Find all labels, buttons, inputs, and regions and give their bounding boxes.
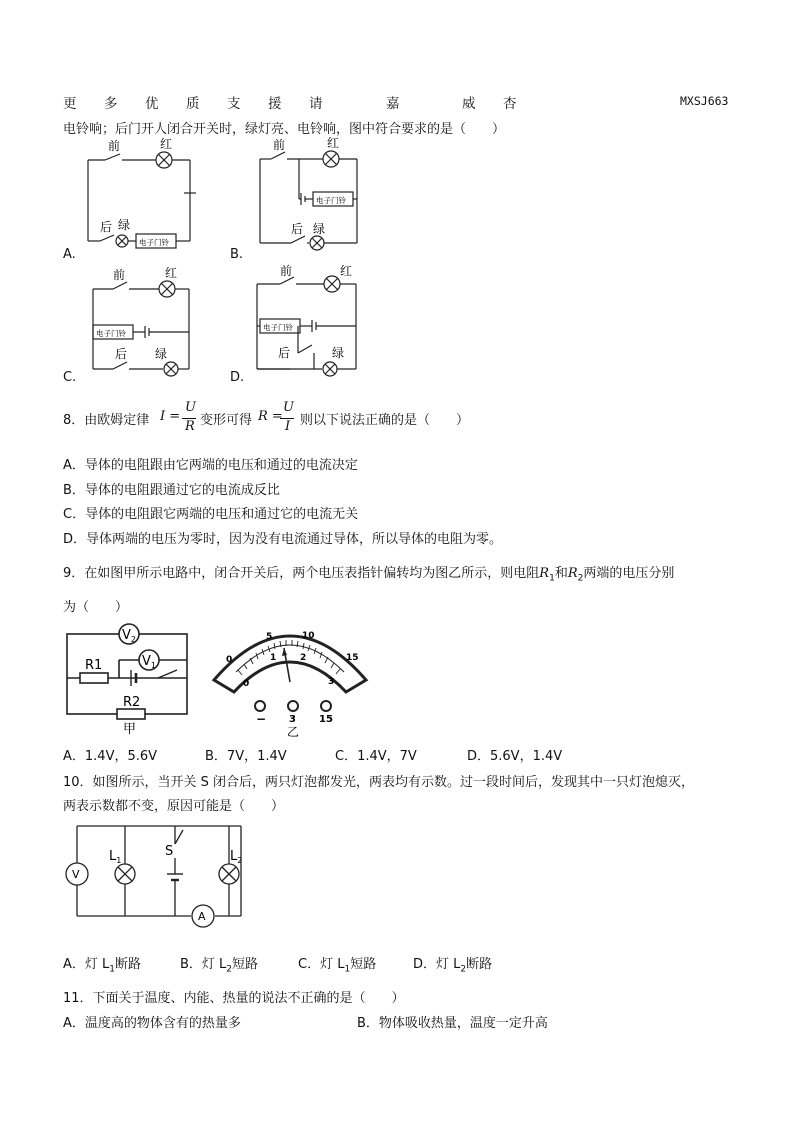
header-char: 杏 [503, 96, 517, 112]
label-back: 后 [278, 346, 291, 360]
terminal-neg: − [256, 712, 267, 726]
formula-num: U [185, 400, 196, 415]
q10-option-d: D．灯 $L_2$断路 [413, 957, 493, 975]
l1-label: $L_1$ [109, 849, 122, 865]
label-green: 绿 [313, 222, 326, 236]
meter-top-0: 0 [226, 655, 233, 665]
q7-circuit-b [255, 135, 415, 265]
q9-stem-c: 为（ ） [63, 600, 129, 615]
v1-label: $V_1$ [142, 654, 156, 670]
label-red: 红 [327, 136, 340, 150]
q7-option-a: A. [63, 247, 76, 262]
l2-label: $L_2$ [230, 849, 243, 865]
label-front: 前 [273, 138, 286, 152]
q8-mid: 变形可得 [200, 413, 253, 428]
fig-yi: 乙 [287, 725, 300, 739]
header-char: 请 [309, 96, 323, 112]
q7-circuit-a [60, 135, 220, 265]
q7-circuit-c [85, 265, 215, 380]
r1-sub: 1 [549, 573, 555, 584]
header-char: 嘉 [386, 96, 400, 112]
q10-stem-1: 10．如图所示，当开关 S 闭合后，两只灯泡都发光，两表均有示数。过一段时间后，发现其中一只灯泡熄灭， [63, 775, 695, 790]
q11-stem: 11．下面关于温度、内能、热量的说法不正确的是（ ） [63, 991, 405, 1006]
q8-suffix: 则以下说法正确的是（ ） [300, 413, 470, 428]
q8-option-d: D．导体两端的电压为零时，因为没有电流通过导体，所以导体的电阻为零。 [63, 532, 503, 547]
header-code: MXSJ663 [680, 94, 729, 108]
label-front: 前 [113, 268, 126, 282]
q11-option-b: B．物体吸收热量，温度一定升高 [357, 1016, 548, 1031]
header-char: 质 [186, 96, 200, 112]
header-char: 更 [63, 96, 77, 112]
header-char: 援 [268, 96, 282, 112]
formula-den: I [285, 419, 291, 434]
q7-option-c: C. [63, 370, 77, 385]
label-front: 前 [108, 139, 121, 153]
q10-circuit [63, 822, 253, 932]
terminal-15: 15 [319, 714, 333, 725]
label-red: 红 [165, 266, 178, 280]
q9-option-d: D．5.6V，1.4V [467, 749, 563, 764]
r2-sub: 2 [577, 573, 584, 584]
q8-option-c: C．导体的电阻跟它两端的电压和通过它的电流无关 [63, 507, 359, 522]
v2-label: $V_2$ [122, 628, 136, 644]
formula-lhs: I = [160, 409, 181, 424]
formula-lhs: R = [258, 409, 283, 424]
label-bell: 电子门铃 [139, 238, 169, 247]
header-char: 优 [145, 96, 159, 112]
label-green: 绿 [155, 347, 168, 361]
label-green: 绿 [332, 346, 345, 360]
label-front: 前 [280, 264, 293, 278]
q9-option-b: B．7V，1.4V [205, 749, 287, 764]
label-back: 后 [291, 222, 304, 236]
label-back: 后 [115, 347, 128, 361]
q10-stem-2: 两表示数都不变，原因可能是（ ） [63, 799, 285, 814]
q9-stem [63, 562, 674, 584]
header-char: 多 [104, 96, 118, 112]
q9-and: 和 [554, 566, 568, 581]
q9-option-c: C．1.4V，7V [335, 749, 417, 764]
r2-label: R2 [123, 695, 141, 710]
q7-stem: 电铃响；后门开人闭合开关时，绿灯亮、电铃响，图中符合要求的是（ ） [63, 122, 506, 137]
meter-top-15: 15 [346, 653, 359, 663]
label-green: 绿 [118, 218, 131, 232]
r2-symbol: R [567, 566, 578, 581]
q9-stem-b: 两端的电压分别 [583, 566, 675, 581]
meter-bottom-2: 2 [300, 653, 307, 663]
q11-option-a: A．温度高的物体含有的热量多 [63, 1016, 241, 1031]
meter-top-10: 10 [302, 631, 315, 641]
q7-option-b: B. [230, 247, 244, 262]
q8-option-a: A．导体的电阻跟由它两端的电压和通过的电流决定 [63, 458, 358, 473]
meter-bottom-0: 0 [243, 679, 250, 689]
header-char: 支 [227, 96, 241, 112]
meter-bottom-1: 1 [270, 653, 277, 663]
label-back: 后 [100, 220, 113, 234]
label-bell: 电子门铃 [263, 323, 293, 332]
q10-option-a: A．灯 $L_1$断路 [63, 957, 142, 975]
header-char: 威 [462, 96, 476, 112]
label-red: 红 [340, 264, 353, 278]
q9-voltmeter-yi [210, 622, 370, 737]
ammeter-label: A [198, 910, 206, 923]
formula-den: R [185, 419, 195, 434]
q9-circuit-jia [63, 622, 193, 737]
q8-prefix: 8．由欧姆定律 [63, 413, 150, 428]
terminal-3: 3 [289, 714, 296, 725]
r1-label: R1 [85, 658, 103, 673]
q10-option-c: C．灯 $L_1$短路 [298, 957, 377, 975]
meter-bottom-3: 3 [328, 677, 335, 687]
q7-option-d: D. [230, 370, 245, 385]
formula-num: U [283, 400, 294, 415]
q8-option-b: B．导体的电阻跟通过它的电流成反比 [63, 483, 280, 498]
q10-option-b: B．灯 $L_2$短路 [180, 957, 259, 975]
label-red: 红 [160, 137, 173, 151]
switch-label: S [165, 844, 174, 859]
label-bell: 电子门铃 [96, 329, 126, 338]
r1-symbol: R [539, 566, 550, 581]
q9-stem-a: 9．在如图甲所示电路中，闭合开关后，两个电压表指针偏转均为图乙所示，则电阻 [63, 566, 540, 581]
fig-jia: 甲 [123, 722, 137, 737]
q9-option-a: A．1.4V，5.6V [63, 749, 158, 764]
voltmeter-label: V [72, 868, 80, 881]
q7-circuit-d [252, 265, 382, 380]
meter-top-5: 5 [266, 632, 273, 642]
label-bell: 电子门铃 [316, 196, 346, 205]
